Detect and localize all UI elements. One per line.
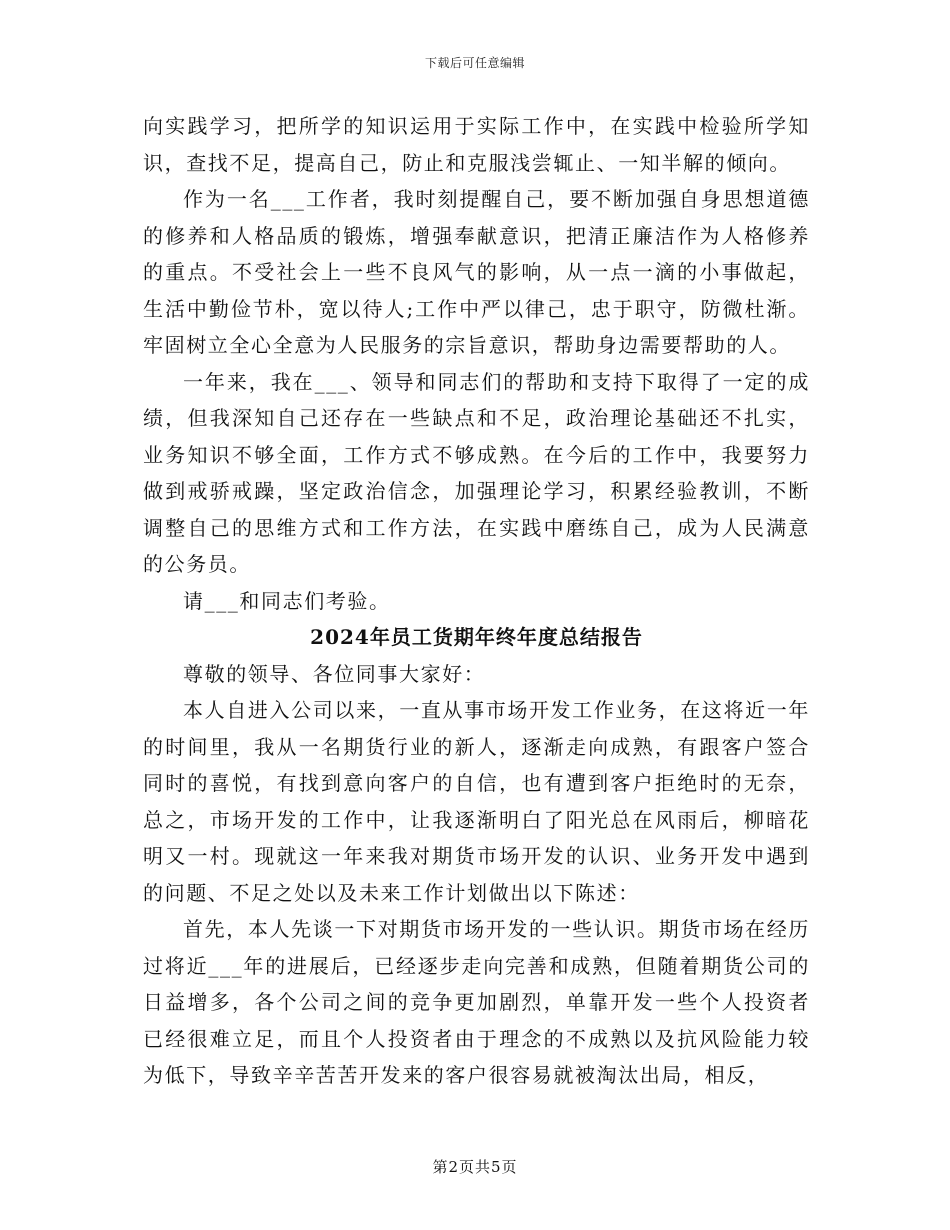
page-number: 第2页共5页 bbox=[432, 1158, 518, 1176]
paragraph: 本人自进入公司以来，一直从事市场开发工作业务，在这将近一年的时间里，我从一名期货行业的新人，逐渐走向成熟，有跟客户签合同时的喜悦，有找到意向客户的自信，也有遭到客户拒绝时的无奈，总之，市场开发的工作中，让我逐渐明白了阳光总在风雨后，柳暗花明又一村。现就这一年来我对期货市场开发的认识、业务开发中遇到的问题、不足之处以及未来工作计划做出以下陈述： bbox=[143, 698, 810, 905]
paragraph: 请___和同志们考验。 bbox=[183, 588, 391, 613]
paragraph: 一年来，我在___、领导和同志们的帮助和支持下取得了一定的成绩，但我深知自己还存在一些缺点和不足，政治理论基础还不扎实，业务知识不够全面，工作方式不够成熟。在今后的工作中，我要努力做到戒骄戒躁，坚定政治信念，加强理论学习，积累经验教训，不断调整自己的思维方式和工作方法，在实践中磨练自己，成为人民满意的公务员。 bbox=[143, 369, 810, 576]
paragraph: 作为一名___工作者，我时刻提醒自己，要不断加强自身思想道德的修养和人格品质的锻炼，增强奉献意识，把清正廉洁作为人格修养的重点。不受社会上一些不良风气的影响，从一点一滴的小事做起，生活中勤俭节朴，宽以待人;工作中严以律己，忠于职守，防微杜渐。牢固树立全心全意为人民服务的宗旨意识，帮助身边需要帮助的人。 bbox=[143, 187, 810, 357]
paragraph-continued: 向实践学习，把所学的知识运用于实际工作中，在实践中检验所学知识，查找不足，提高自己，防止和克服浅尝辄止、一知半解的倾向。 bbox=[143, 114, 810, 175]
document-body bbox=[143, 108, 810, 1094]
salutation: 尊敬的领导、各位同事大家好： bbox=[183, 661, 486, 686]
paragraph: 首先，本人先谈一下对期货市场开发的一些认识。期货市场在经历过将近___年的进展后，已经逐步走向完善和成熟，但随着期货公司的日益增多，各个公司之间的竞争更加剧烈，单靠开发一些个人投资者已经很难立足，而且个人投资者由于理念的不成熟以及抗风险能力较为低下，导致辛辛苦苦开发来的客户很容易就被淘汰出局，相反， bbox=[143, 917, 810, 1087]
page-header: 下载后可任意编辑 bbox=[424, 56, 525, 70]
report-title: 2024年员工货期年终年度总结报告 bbox=[310, 625, 643, 649]
